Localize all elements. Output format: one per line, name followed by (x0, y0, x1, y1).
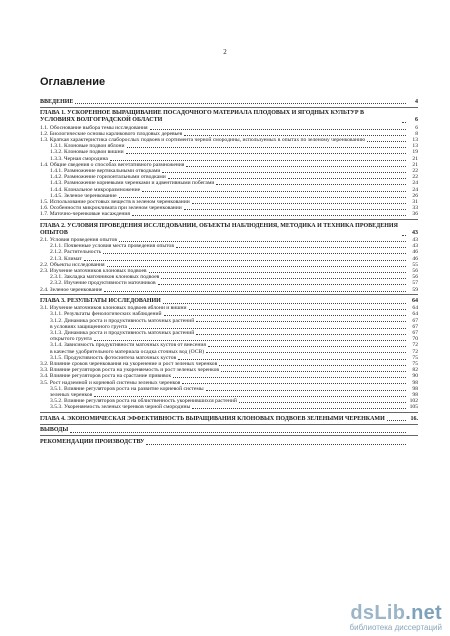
watermark-brand (350, 602, 442, 625)
toc-page-number: 98 (412, 391, 418, 398)
dot-leader (178, 359, 406, 360)
toc-entry-title: 1.4.4. Клональное микроразмножение (50, 186, 141, 193)
dot-leader (173, 377, 406, 378)
dot-leader (196, 334, 406, 335)
dot-leader (192, 408, 406, 409)
chapter-separator (40, 424, 418, 425)
dot-leader (164, 315, 407, 316)
toc-page-number: 64 (412, 311, 418, 318)
dot-leader (103, 253, 406, 254)
dot-leader (186, 166, 406, 167)
dot-leader (142, 191, 406, 192)
toc-entry-title: 3.1.1. Результаты фенологических наблюдений (50, 311, 162, 318)
toc-chapter[interactable] (40, 99, 418, 106)
toc-entry-title: 3.5.1. Влияние регуляторов роста на развитие корневой системы (50, 385, 204, 392)
toc-entry-title: РЕКОМЕНДАЦИИ ПРОИЗВОДСТВУ (40, 438, 145, 445)
dot-leader (402, 235, 406, 236)
toc-page-number: 31 (412, 199, 418, 206)
toc-entry-title: 2.4. Зеленое черенкование (40, 286, 103, 293)
dot-leader (221, 371, 406, 372)
toc-entry-title: ГЛАВА 3. РЕЗУЛЬТАТЫ ИССЛЕДОВАНИЙ (40, 297, 161, 304)
toc-page-number: 75 (412, 354, 418, 361)
dot-leader (162, 172, 406, 173)
toc-chapter[interactable] (40, 223, 418, 237)
toc-entry-title: 3.5.3. Укореняемость зеленых черенков черной смородины (50, 404, 191, 411)
toc-page-number: 56 (412, 274, 418, 281)
toc-entry-title: 1.1. Обоснование выбора темы исследования (40, 124, 148, 131)
toc-page-number: 72 (412, 348, 418, 355)
toc-entry-title: 3.1.4. Зависимость продуктивности маточных кустов от внесения (50, 342, 206, 349)
dot-leader (387, 420, 406, 421)
toc-page-number: 46 (412, 249, 418, 256)
dot-leader (119, 197, 406, 198)
dot-leader (107, 266, 406, 267)
dot-leader (158, 284, 406, 285)
toc-page-number: 64 (412, 305, 418, 312)
toc-entry-title: ВЫВОДЫ (40, 427, 69, 434)
toc-entry-title: ГЛАВА 1. УСКОРЕННОЕ ВЫРАЩИВАНИЕ ПОСАДОЧНОГО МАТЕРИАЛА ПЛОДОВЫХ И ЯГОДНЫХ КУЛЬТУР В УСЛОВИЯХ ВОЛГОГРАДСКОЙ ОБЛАСТИ (40, 110, 365, 124)
toc-page-number: 26 (412, 192, 418, 199)
toc-entry-title: в качестве удобрительного материала осадка сточных вод (ОСВ) (50, 348, 205, 355)
dot-leader (206, 352, 406, 353)
dot-leader (168, 178, 406, 179)
toc-entry-title: ВВЕДЕНИЕ (40, 98, 74, 105)
toc-entry-title: 3.4. Влияние регуляторов роста на срастание прививок (40, 373, 172, 380)
toc-page-number: 24 (412, 180, 418, 187)
toc-entry-title: в условиях защищенного грунта (50, 323, 128, 330)
toc-entry[interactable] (40, 404, 418, 410)
toc-entry-title: 2.3. Изучение маточников клоновых подвоев (40, 268, 147, 275)
dot-leader (216, 184, 406, 185)
toc-entry-title: 1.5. Использование ростовых веществ в зеленом черенковании (40, 199, 190, 206)
toc-entry-title: 2.1. Условия проведения опытов (40, 237, 118, 244)
dot-leader (146, 444, 406, 445)
dot-leader (110, 160, 406, 161)
toc-page-number: 46 (412, 255, 418, 262)
toc-entry-title: 1.4.3. Размножение корневыми черенками и адвентивными побегами (50, 180, 215, 187)
toc-entry-title: 1.6. Особенности микроклимата при зеленом черенковании (40, 205, 182, 212)
toc-page-number: 82 (412, 367, 418, 374)
toc-entry[interactable] (40, 287, 418, 293)
toc-page-number: 98 (412, 379, 418, 386)
toc-page-number: 105 (409, 404, 418, 411)
toc-page-number: 67 (412, 329, 418, 336)
dot-leader (402, 122, 406, 123)
dot-leader (182, 383, 406, 384)
toc-entry-title: 1.3.1. Клоновые подвои яблони (50, 143, 125, 150)
dot-leader (126, 153, 406, 154)
dot-leader (367, 141, 406, 142)
toc-chapter[interactable] (40, 298, 418, 305)
toc-chapter[interactable] (40, 110, 418, 124)
toc-entry-title: 1.3.2. Клоновые подвои вишни (50, 149, 124, 156)
toc-page-number: 67 (412, 317, 418, 324)
toc-entry-title: 2.3.2. Изучение продуктивности маточников (50, 280, 156, 287)
chapter-separator (40, 412, 418, 413)
toc-entry-title: 2.1.3. Климат (50, 255, 82, 262)
dot-leader (149, 272, 406, 273)
dot-leader (219, 365, 406, 366)
watermark-brand-tld: .net (405, 602, 442, 624)
dot-leader (84, 260, 406, 261)
toc-entry-title: 1.4.5. Зеленое черенкование (50, 192, 117, 199)
dot-leader (239, 402, 406, 403)
toc-entry-title: 1.3. Краткая характеристика слаборослых подвоев и сортимента черной смородины, используемых в опытах по зеленому черенкованию (40, 137, 366, 144)
toc-chapter[interactable] (40, 416, 418, 423)
toc-page-number: 57 (412, 280, 418, 287)
dot-leader (129, 328, 406, 329)
toc-page-number: 43 (412, 237, 418, 244)
dot-leader (150, 129, 406, 130)
dot-leader (192, 203, 406, 204)
toc-page-number: 72 (412, 342, 418, 349)
toc-entry-title: 1.2. Биологические основы карликового плодовых деревьев (40, 130, 183, 137)
toc-page-number: 90 (412, 373, 418, 380)
toc-page-number: 6 (415, 117, 418, 124)
toc-entry-title: 2.2. Объекты исследования (40, 261, 105, 268)
toc-page-number: 36 (412, 211, 418, 218)
dot-leader (163, 303, 406, 304)
toc-page-number: 55 (412, 261, 418, 268)
dot-leader (184, 209, 406, 210)
page-number: 2 (223, 48, 227, 56)
toc-entry[interactable] (40, 211, 418, 217)
toc-page-number: 102 (409, 398, 418, 405)
watermark-brand-name: dsLib (350, 602, 406, 624)
toc-page-number: 4 (415, 98, 418, 105)
toc-entry-title: 1.4.1. Размножение вертикальными отводками (50, 168, 161, 175)
chapter-separator (40, 107, 418, 108)
dot-leader (94, 340, 406, 341)
toc-entry-title: открытого грунта (50, 336, 92, 343)
toc-entry-title: 2.1.2. Растительность (50, 249, 102, 256)
toc-entry-title: 3.1. Изучение маточников клоновых подвоев яблони и вишни (40, 305, 187, 312)
dot-leader (176, 247, 406, 248)
toc-page-number: 59 (412, 286, 418, 293)
toc-entry-title: 1.4.2. Размножение горизонтальными отводками (50, 174, 166, 181)
toc-page-number: 70 (412, 336, 418, 343)
toc-page-number: 21 (412, 161, 418, 168)
watermark-subtitle: библиотека диссертаций (349, 623, 442, 632)
dot-leader (189, 309, 406, 310)
dot-leader (132, 215, 406, 216)
chapter-separator (40, 294, 418, 295)
dot-leader (119, 241, 406, 242)
toc-entry-title: 3.1.2. Динамика роста и продуктивность маточных растений (50, 317, 195, 324)
dot-leader (70, 432, 406, 433)
chapter-separator (40, 219, 418, 220)
toc-page-number: 43 (412, 229, 418, 236)
dot-leader (184, 135, 406, 136)
toc-page-number: 8 (415, 130, 418, 137)
toc-entry-title: ГЛАВА 4. ЭКОНОМИЧЕСКАЯ ЭФФЕКТИВНОСТЬ ВЫРАЩИВАНИЯ КЛОНОВЫХ ПОДВОЕВ ЗЕЛЕНЫМИ ЧЕРЕНКАМИ (40, 415, 385, 422)
toc-page-number: 67 (412, 323, 418, 330)
table-of-contents (40, 96, 418, 446)
toc-page-number: 6 (415, 124, 418, 131)
page-title: Оглавление (40, 76, 106, 88)
toc-page-number: 21 (412, 155, 418, 162)
toc-entry-title: 1.4. Общие сведения о способах вегетативного размножения (40, 161, 185, 168)
toc-entry-title: 2.3.1. Закладка маточников клоновых подвоев (50, 274, 160, 281)
toc-entry-title: зеленых черенков (50, 391, 93, 398)
dot-leader (104, 291, 406, 292)
toc-entry-title: 3.1.5. Продуктивность фотосинтеза маточных кустов (50, 354, 177, 361)
chapter-separator (40, 435, 418, 436)
toc-page-number: 13 (412, 137, 418, 144)
dot-leader (94, 396, 406, 397)
toc-page-number: 16. (410, 415, 418, 422)
toc-page-number: 13 (412, 143, 418, 150)
dot-leader (127, 147, 407, 148)
toc-page-number: 33 (412, 205, 418, 212)
toc-chapter[interactable] (40, 427, 418, 434)
dot-leader (75, 103, 406, 104)
toc-entry-title: 2.1.1. Почвенные условия места проведения опытов (50, 243, 174, 250)
toc-page-number: 98 (412, 385, 418, 392)
toc-page-number: 19 (412, 149, 418, 156)
toc-page-number: 75 (412, 360, 418, 367)
toc-page-number: 22 (412, 168, 418, 175)
toc-entry-title: 1.3.3. Черная смородина (50, 155, 108, 162)
dot-leader (161, 278, 406, 279)
toc-page-number: 24 (412, 186, 418, 193)
toc-page-number: 64 (412, 297, 418, 304)
toc-entry-title: 3.3. Влияние регуляторов роста на укореняемость и рост зеленых черенков (40, 367, 220, 374)
toc-entry-title: 3.5.2. Влияние регуляторов роста на облиственность укоренившихся растений (50, 398, 237, 405)
toc-page-number: 22 (412, 174, 418, 181)
dot-leader (196, 321, 406, 322)
watermark-logo (350, 602, 442, 632)
toc-entry-title: 1.7. Маточно-черенковые насаждения (40, 211, 130, 218)
dot-leader (208, 346, 406, 347)
toc-page-number: 56 (412, 268, 418, 275)
toc-page-number: 43 (412, 243, 418, 250)
toc-entry-title: 3.5. Рост надземной и корневой системы зеленых черенков (40, 379, 181, 386)
toc-entry-title: 3.2. Влияние сроков черенкования на укоренение и рост зеленых черенков (40, 360, 218, 367)
toc-entry-title: ГЛАВА 2. УСЛОВИЯ ПРОВЕДЕНИЯ ИССЛЕДОВАНИЙ, ОБЪЕКТЫ НАБЛЮДЕНИЯ, МЕТОДИКА И ТЕХНИКА ПРОВЕДЕНИЯ ОПЫТОВ (40, 222, 398, 236)
toc-entry-title: 3.1.3. Динамика роста и продуктивность маточных растений (50, 329, 195, 336)
dot-leader (206, 390, 406, 391)
toc-chapter[interactable] (40, 439, 418, 446)
